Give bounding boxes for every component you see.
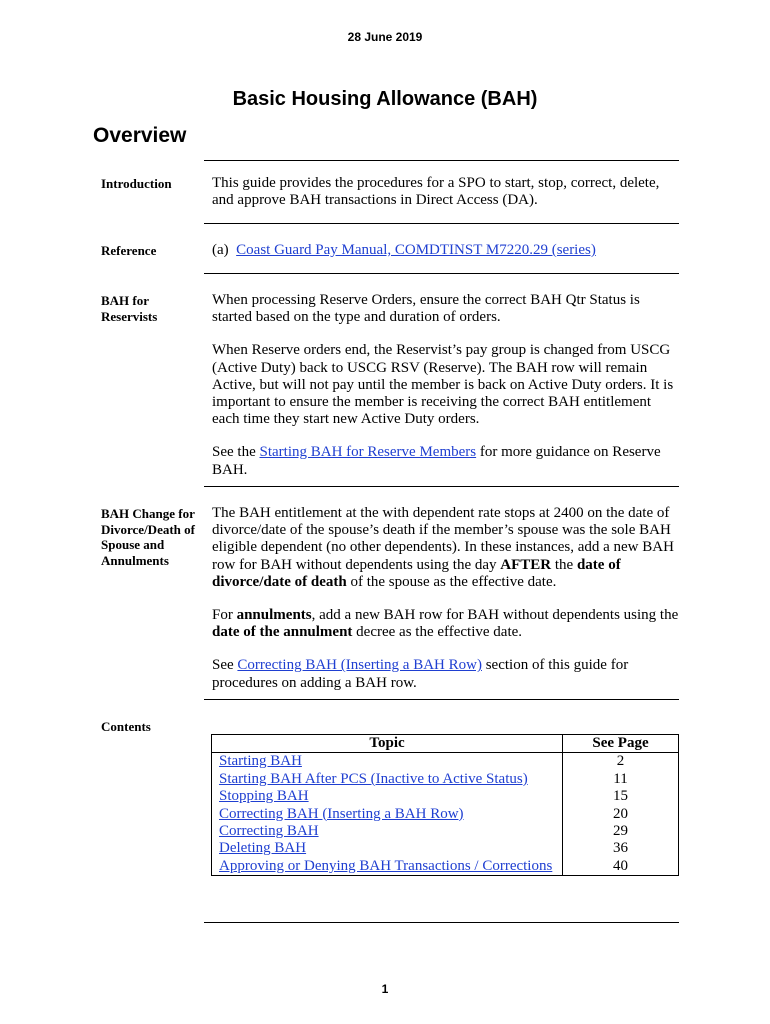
divorce-p2-bold-annulments: annulments	[236, 607, 312, 624]
contents-label: Contents	[101, 719, 151, 734]
topic-link-approving-denying[interactable]: Approving or Denying BAH Transactions / Corrections	[219, 857, 553, 874]
topic-cell	[212, 753, 563, 771]
topic-link-starting-bah-after-pcs[interactable]: Starting BAH After PCS (Inactive to Active Status)	[219, 770, 528, 787]
starting-bah-reserve-link[interactable]: Starting BAH for Reserve Members	[259, 444, 477, 461]
topic-cell	[212, 840, 563, 857]
reference-label: Reference	[101, 243, 157, 258]
introduction-text	[212, 175, 682, 209]
table-row	[212, 858, 679, 876]
table-row	[212, 788, 679, 805]
divorce-p1-bold-after: AFTER	[500, 556, 552, 573]
divorce-p2-text: For	[212, 607, 237, 624]
divorce-p2-text-2: , add a new BAH row for BAH without dependents using the	[311, 607, 679, 624]
divider	[204, 922, 679, 923]
topic-cell	[212, 823, 563, 840]
page-column-header: See Page	[563, 735, 679, 753]
page-cell: 15	[563, 788, 679, 805]
page-cell: 11	[563, 771, 679, 788]
divorce-paragraph-2	[212, 607, 682, 641]
reference-paragraph	[212, 242, 682, 259]
reservists-paragraph-3	[212, 444, 682, 478]
divorce-p2-text-3: decree as the effective date.	[352, 624, 523, 641]
topic-cell	[212, 771, 563, 788]
divorce-text	[212, 505, 682, 692]
reservists-text	[212, 292, 682, 479]
table-header-row	[212, 735, 679, 753]
divider	[204, 486, 679, 487]
reservists-paragraph-2: When Reserve orders end, the Reservist’s pay group is changed from USCG (Active Duty) back to USCG RSV (Reserve). The BAH row will remain Active, but will not pay until the member is back on Active Duty orders. It is important to ensure the member is receiving the correct BAH entitlement each time they start new Active Duty orders.	[212, 342, 674, 428]
divorce-p3-text: See	[212, 657, 238, 674]
divorce-p1-text-3: of the spouse as the effective date.	[346, 573, 557, 590]
table-row	[212, 753, 679, 771]
reference-text	[212, 242, 682, 259]
reference-prefix: (a)	[212, 242, 229, 258]
topic-link-correcting-bah-inserting[interactable]: Correcting BAH (Inserting a BAH Row)	[219, 805, 464, 822]
table-row	[212, 840, 679, 857]
table-row	[212, 823, 679, 840]
divorce-p1-text: The BAH entitlement at the with dependent rate stops at 2400 on the date of divorce/date of the spouse’s death if the member’s spouse was the sole BAH eligible dependent (no other dependents). In these instances, add a new BAH row for BAH without dependents using the day	[212, 505, 674, 573]
page-number: 1	[381, 982, 389, 996]
divider	[204, 160, 679, 161]
divorce-paragraph-1	[212, 505, 682, 591]
page-cell: 2	[563, 753, 679, 771]
topic-link-stopping-bah[interactable]: Stopping BAH	[219, 788, 309, 805]
table-row	[212, 806, 679, 823]
contents-table	[211, 734, 679, 876]
topic-link-starting-bah[interactable]: Starting BAH	[219, 753, 302, 770]
correcting-bah-inserting-link[interactable]: Correcting BAH (Inserting a BAH Row)	[237, 657, 482, 674]
divorce-paragraph-3	[212, 657, 682, 691]
divider	[204, 223, 679, 224]
divorce-label: BAH Change for Divorce/Death of Spouse and Annulments	[101, 506, 195, 568]
topic-cell	[212, 858, 563, 876]
reservists-label: BAH for Reservists	[101, 293, 158, 324]
topic-cell	[212, 806, 563, 823]
topic-link-deleting-bah[interactable]: Deleting BAH	[219, 840, 307, 857]
divider	[204, 273, 679, 274]
document-title: Basic Housing Allowance (BAH)	[232, 88, 538, 110]
reservists-p3-text-end: for more guidance on Reserve BAH.	[212, 444, 661, 478]
introduction-label: Introduction	[101, 176, 172, 191]
topic-link-correcting-bah[interactable]: Correcting BAH	[219, 823, 319, 840]
introduction-paragraph: This guide provides the procedures for a SPO to start, stop, correct, delete, and approve BAH transactions in Direct Access (DA).	[212, 175, 660, 209]
divorce-p1-bold-date: date of divorce/date of death	[212, 556, 621, 590]
header-date: 28 June 2019	[347, 30, 423, 44]
topic-cell	[212, 788, 563, 805]
section-heading: Overview	[93, 124, 187, 147]
divorce-p2-bold-date: date of the annulment	[212, 624, 353, 641]
pay-manual-link[interactable]: Coast Guard Pay Manual, COMDTINST M7220.29 (series)	[236, 242, 596, 258]
topic-column-header: Topic	[212, 735, 563, 753]
divorce-p3-text-2: section of this guide for procedures on adding a BAH row.	[212, 657, 629, 691]
reservists-paragraph-1: When processing Reserve Orders, ensure the correct BAH Qtr Status is started based on the type and duration of orders.	[212, 292, 640, 326]
page-cell: 40	[563, 858, 679, 876]
divider	[204, 699, 679, 700]
page-cell: 29	[563, 823, 679, 840]
reservists-p3-text: See the	[212, 444, 260, 461]
page-cell: 36	[563, 840, 679, 857]
divorce-p1-text-2: the	[551, 556, 577, 573]
page-cell: 20	[563, 806, 679, 823]
table-row	[212, 771, 679, 788]
